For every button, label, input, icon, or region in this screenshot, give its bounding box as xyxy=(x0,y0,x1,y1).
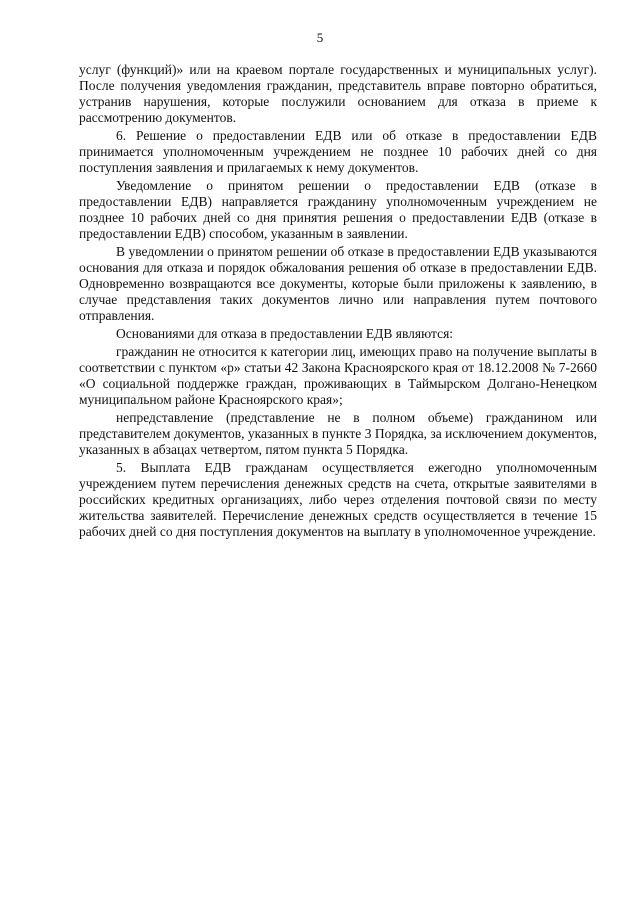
document-body xyxy=(79,62,597,542)
page-number: 5 xyxy=(316,30,324,45)
paragraph-refusal-ground-2: непредставление (представление не в полном объеме) гражданином или представителем документов, указанных в пункте 3 Порядка, за исключением документов, указанных в абзацах четвертом, пятом пункта 5 Порядка. xyxy=(79,410,597,457)
paragraph-item-5-payment: 5. Выплата ЕДВ гражданам осуществляется ежегодно уполномоченным учреждением путем перечисления денежных средств на счета, открытые заявителями в российских кредитных организациях, либо через отделения почтовой связи по месту жительства заявителей. Перечисление денежных средств осуществляется в течение 15 рабочих дней со дня поступления документов на выплату в уполномоченное учреждение. xyxy=(79,460,597,539)
paragraph-refusal-notice: В уведомлении о принятом решении об отказе в предоставлении ЕДВ указываются основания для отказа и порядок обжалования решения об отказе в предоставлении ЕДВ. Одновременно возвращаются все документы, которые были приложены к заявлению, в случае представления таких документов лично или направления путем почтового отправления. xyxy=(79,244,597,323)
paragraph-notification: Уведомление о принятом решении о предоставлении ЕДВ (отказе в предоставлении ЕДВ) направляется гражданину уполномоченным учреждением не позднее 10 рабочих дней со дня принятия решения о предоставлении ЕДВ (отказе в предоставлении ЕДВ) способом, указанным в заявлении. xyxy=(79,178,597,241)
paragraph-continuation: услуг (функций)» или на краевом портале государственных и муниципальных услуг). После получения уведомления гражданин, представитель вправе повторно обратиться, устранив нарушения, которые послужили основанием для отказа в приеме к рассмотрению документов. xyxy=(79,62,597,125)
paragraph-refusal-grounds-intro: Основаниями для отказа в предоставлении ЕДВ являются: xyxy=(116,326,454,341)
paragraph-item-6-decision: 6. Решение о предоставлении ЕДВ или об отказе в предоставлении ЕДВ принимается уполномоченным учреждением не позднее 10 рабочих дней со дня поступления заявления и прилагаемых к нему документов. xyxy=(79,128,597,175)
paragraph-refusal-ground-1: гражданин не относится к категории лиц, имеющих право на получение выплаты в соответствии с пунктом «р» статьи 42 Закона Красноярского края от 18.12.2008 № 7-2660 «О социальной поддержке граждан, проживающих в Таймырском Долгано-Ненецком муниципальном районе Красноярского края»; xyxy=(79,344,597,407)
